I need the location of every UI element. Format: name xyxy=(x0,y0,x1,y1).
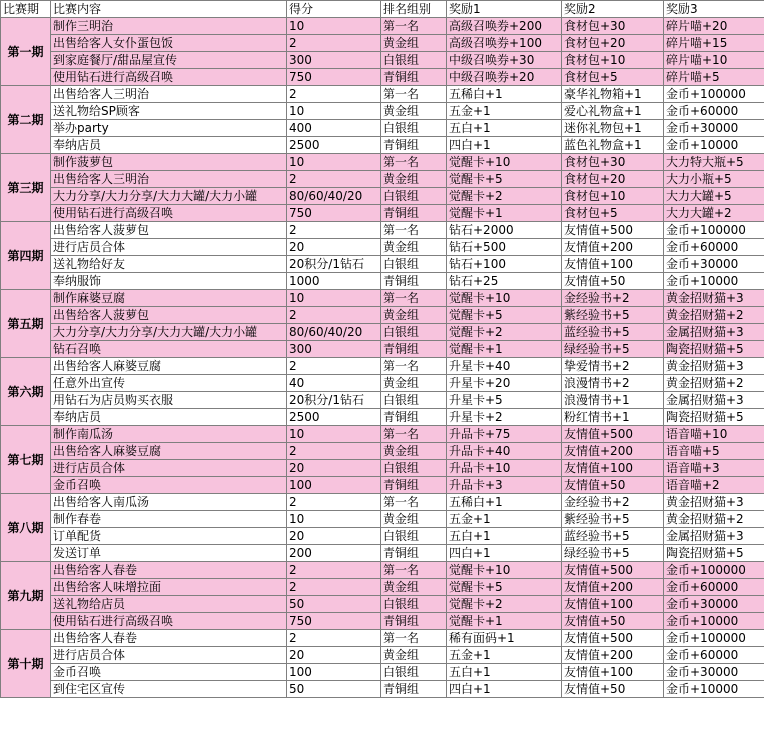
cell-score: 20积分/1钻石 xyxy=(287,392,381,409)
cell-reward-3: 大力大罐+2 xyxy=(664,205,764,222)
table-row xyxy=(1,409,764,426)
cell-reward-3: 金币+60000 xyxy=(664,647,764,664)
cell-reward-3: 金币+60000 xyxy=(664,579,764,596)
cell-content: 制作菠萝包 xyxy=(51,154,287,171)
cell-content: 制作麻婆豆腐 xyxy=(51,290,287,307)
cell-content: 使用钻石进行高级召唤 xyxy=(51,613,287,630)
cell-rank-group: 白银组 xyxy=(381,52,447,69)
table-row xyxy=(1,426,764,443)
cell-score: 1000 xyxy=(287,273,381,290)
cell-reward-1: 稀有面码+1 xyxy=(447,630,562,647)
cell-score: 50 xyxy=(287,681,381,698)
cell-reward-1: 五金+1 xyxy=(447,647,562,664)
cell-content: 用钻石为店员购买衣服 xyxy=(51,392,287,409)
cell-score: 2500 xyxy=(287,137,381,154)
cell-reward-2: 绿经验书+5 xyxy=(562,545,664,562)
cell-rank-group: 白银组 xyxy=(381,596,447,613)
cell-rank-group: 黄金组 xyxy=(381,103,447,120)
cell-content: 发送订单 xyxy=(51,545,287,562)
table-row xyxy=(1,120,764,137)
period-label: 第一期 xyxy=(1,18,51,86)
cell-rank-group: 黄金组 xyxy=(381,579,447,596)
cell-reward-3: 碎片喵+20 xyxy=(664,18,764,35)
header-content: 比赛内容 xyxy=(51,1,287,18)
cell-reward-1: 高级召唤券+200 xyxy=(447,18,562,35)
cell-reward-3: 黄金招财猫+3 xyxy=(664,290,764,307)
table-row xyxy=(1,528,764,545)
cell-reward-2: 粉红情书+1 xyxy=(562,409,664,426)
cell-score: 2 xyxy=(287,494,381,511)
cell-reward-3: 金币+60000 xyxy=(664,239,764,256)
cell-reward-3: 金币+10000 xyxy=(664,137,764,154)
cell-reward-2: 金经验书+2 xyxy=(562,290,664,307)
cell-content: 出售给客人麻婆豆腐 xyxy=(51,358,287,375)
cell-reward-2: 友情值+100 xyxy=(562,256,664,273)
table-row xyxy=(1,579,764,596)
table-row xyxy=(1,273,764,290)
cell-score: 2 xyxy=(287,307,381,324)
cell-score: 2 xyxy=(287,579,381,596)
cell-reward-1: 觉醒卡+5 xyxy=(447,171,562,188)
cell-reward-2: 友情值+100 xyxy=(562,460,664,477)
cell-content: 出售给客人菠萝包 xyxy=(51,307,287,324)
cell-reward-1: 觉醒卡+1 xyxy=(447,341,562,358)
cell-content: 到家庭餐厅/甜品屋宣传 xyxy=(51,52,287,69)
cell-reward-2: 浪漫情书+2 xyxy=(562,375,664,392)
cell-content: 到住宅区宣传 xyxy=(51,681,287,698)
cell-reward-1: 四白+1 xyxy=(447,137,562,154)
cell-reward-1: 觉醒卡+10 xyxy=(447,154,562,171)
cell-reward-3: 碎片喵+15 xyxy=(664,35,764,52)
cell-content: 金币召唤 xyxy=(51,477,287,494)
period-label: 第八期 xyxy=(1,494,51,562)
cell-content: 制作南瓜汤 xyxy=(51,426,287,443)
cell-rank-group: 白银组 xyxy=(381,392,447,409)
cell-rank-group: 青铜组 xyxy=(381,613,447,630)
cell-content: 使用钻石进行高级召唤 xyxy=(51,69,287,86)
table-row xyxy=(1,596,764,613)
cell-reward-1: 升品卡+3 xyxy=(447,477,562,494)
cell-reward-3: 陶瓷招财猫+5 xyxy=(664,545,764,562)
cell-score: 20积分/1钻石 xyxy=(287,256,381,273)
cell-score: 10 xyxy=(287,426,381,443)
cell-rank-group: 青铜组 xyxy=(381,681,447,698)
cell-score: 50 xyxy=(287,596,381,613)
table-row xyxy=(1,256,764,273)
cell-reward-1: 钻石+25 xyxy=(447,273,562,290)
cell-reward-3: 语音喵+2 xyxy=(664,477,764,494)
cell-reward-1: 钻石+500 xyxy=(447,239,562,256)
cell-rank-group: 黄金组 xyxy=(381,35,447,52)
cell-score: 10 xyxy=(287,290,381,307)
cell-reward-2: 食材包+30 xyxy=(562,154,664,171)
table-row xyxy=(1,341,764,358)
cell-reward-2: 友情值+500 xyxy=(562,426,664,443)
cell-reward-2: 豪华礼物箱+1 xyxy=(562,86,664,103)
header-reward-1: 奖励1 xyxy=(447,1,562,18)
table-row xyxy=(1,103,764,120)
cell-content: 奉纳服饰 xyxy=(51,273,287,290)
table-row xyxy=(1,222,764,239)
cell-reward-3: 语音喵+5 xyxy=(664,443,764,460)
cell-rank-group: 青铜组 xyxy=(381,205,447,222)
cell-reward-1: 四白+1 xyxy=(447,681,562,698)
cell-reward-2: 友情值+200 xyxy=(562,239,664,256)
cell-reward-1: 觉醒卡+1 xyxy=(447,205,562,222)
cell-rank-group: 青铜组 xyxy=(381,341,447,358)
cell-rank-group: 白银组 xyxy=(381,664,447,681)
cell-rank-group: 白银组 xyxy=(381,528,447,545)
cell-reward-2: 友情值+50 xyxy=(562,273,664,290)
cell-score: 2 xyxy=(287,222,381,239)
cell-reward-2: 紫经验书+5 xyxy=(562,307,664,324)
cell-rank-group: 第一名 xyxy=(381,18,447,35)
table-row xyxy=(1,18,764,35)
cell-reward-1: 高级召唤券+100 xyxy=(447,35,562,52)
cell-reward-1: 升品卡+75 xyxy=(447,426,562,443)
header-reward-2: 奖励2 xyxy=(562,1,664,18)
cell-score: 2500 xyxy=(287,409,381,426)
cell-content: 送礼物给SP顾客 xyxy=(51,103,287,120)
cell-score: 100 xyxy=(287,664,381,681)
cell-reward-3: 金币+30000 xyxy=(664,120,764,137)
cell-rank-group: 白银组 xyxy=(381,120,447,137)
cell-reward-2: 紫经验书+5 xyxy=(562,511,664,528)
cell-reward-3: 金币+30000 xyxy=(664,596,764,613)
cell-reward-1: 五白+1 xyxy=(447,664,562,681)
period-label: 第二期 xyxy=(1,86,51,154)
cell-content: 钻石召唤 xyxy=(51,341,287,358)
cell-score: 10 xyxy=(287,18,381,35)
cell-reward-3: 金币+100000 xyxy=(664,562,764,579)
cell-reward-3: 语音喵+3 xyxy=(664,460,764,477)
cell-content: 出售给客人三明治 xyxy=(51,86,287,103)
cell-reward-1: 钻石+2000 xyxy=(447,222,562,239)
cell-score: 2 xyxy=(287,35,381,52)
cell-content: 大力分享/大力分享/大力大罐/大力小罐 xyxy=(51,188,287,205)
header-period: 比赛期 xyxy=(1,1,51,18)
table-row xyxy=(1,460,764,477)
cell-reward-1: 觉醒卡+2 xyxy=(447,188,562,205)
cell-rank-group: 白银组 xyxy=(381,188,447,205)
cell-score: 20 xyxy=(287,647,381,664)
cell-reward-2: 友情值+200 xyxy=(562,579,664,596)
cell-rank-group: 黄金组 xyxy=(381,375,447,392)
cell-content: 送礼物给好友 xyxy=(51,256,287,273)
period-label: 第七期 xyxy=(1,426,51,494)
cell-reward-3: 黄金招财猫+2 xyxy=(664,511,764,528)
cell-score: 2 xyxy=(287,358,381,375)
cell-rank-group: 第一名 xyxy=(381,290,447,307)
cell-score: 20 xyxy=(287,528,381,545)
cell-reward-3: 大力特大瓶+5 xyxy=(664,154,764,171)
period-label: 第九期 xyxy=(1,562,51,630)
cell-reward-3: 金属招财猫+3 xyxy=(664,528,764,545)
cell-score: 2 xyxy=(287,171,381,188)
cell-rank-group: 青铜组 xyxy=(381,545,447,562)
cell-reward-2: 友情值+500 xyxy=(562,222,664,239)
cell-reward-1: 升星卡+5 xyxy=(447,392,562,409)
cell-reward-1: 五稀白+1 xyxy=(447,86,562,103)
table-row xyxy=(1,324,764,341)
cell-reward-2: 友情值+50 xyxy=(562,477,664,494)
cell-rank-group: 第一名 xyxy=(381,222,447,239)
cell-content: 出售给客人味增拉面 xyxy=(51,579,287,596)
cell-content: 制作三明治 xyxy=(51,18,287,35)
table-row xyxy=(1,239,764,256)
cell-reward-3: 金币+30000 xyxy=(664,664,764,681)
cell-reward-2: 蓝色礼物盒+1 xyxy=(562,137,664,154)
cell-reward-3: 金币+100000 xyxy=(664,222,764,239)
cell-rank-group: 青铜组 xyxy=(381,137,447,154)
cell-reward-2: 友情值+100 xyxy=(562,596,664,613)
cell-reward-3: 黄金招财猫+2 xyxy=(664,375,764,392)
cell-reward-2: 友情值+100 xyxy=(562,664,664,681)
cell-rank-group: 青铜组 xyxy=(381,477,447,494)
cell-reward-2: 友情值+50 xyxy=(562,681,664,698)
cell-content: 举办party xyxy=(51,120,287,137)
cell-reward-1: 觉醒卡+2 xyxy=(447,596,562,613)
cell-reward-1: 升星卡+2 xyxy=(447,409,562,426)
cell-reward-2: 友情值+50 xyxy=(562,613,664,630)
cell-content: 使用钻石进行高级召唤 xyxy=(51,205,287,222)
cell-reward-1: 觉醒卡+1 xyxy=(447,613,562,630)
cell-content: 奉纳店员 xyxy=(51,409,287,426)
cell-content: 出售给客人三明治 xyxy=(51,171,287,188)
cell-content: 进行店员合体 xyxy=(51,647,287,664)
cell-reward-2: 友情值+200 xyxy=(562,443,664,460)
cell-reward-1: 五白+1 xyxy=(447,528,562,545)
cell-reward-1: 觉醒卡+5 xyxy=(447,579,562,596)
cell-reward-3: 语音喵+10 xyxy=(664,426,764,443)
cell-content: 出售给客人麻婆豆腐 xyxy=(51,443,287,460)
cell-reward-2: 蓝经验书+5 xyxy=(562,324,664,341)
cell-reward-1: 升品卡+10 xyxy=(447,460,562,477)
cell-rank-group: 青铜组 xyxy=(381,273,447,290)
cell-content: 出售给客人女仆蛋包饭 xyxy=(51,35,287,52)
cell-score: 10 xyxy=(287,103,381,120)
table-row xyxy=(1,290,764,307)
table-row xyxy=(1,630,764,647)
cell-reward-2: 挚爱情书+2 xyxy=(562,358,664,375)
cell-reward-2: 友情值+200 xyxy=(562,647,664,664)
cell-reward-3: 陶瓷招财猫+5 xyxy=(664,409,764,426)
cell-reward-3: 碎片喵+10 xyxy=(664,52,764,69)
cell-reward-2: 金经验书+2 xyxy=(562,494,664,511)
cell-rank-group: 白银组 xyxy=(381,256,447,273)
cell-reward-3: 金属招财猫+3 xyxy=(664,392,764,409)
cell-score: 100 xyxy=(287,477,381,494)
period-label: 第五期 xyxy=(1,290,51,358)
cell-score: 10 xyxy=(287,154,381,171)
cell-rank-group: 第一名 xyxy=(381,358,447,375)
cell-score: 300 xyxy=(287,52,381,69)
cell-score: 750 xyxy=(287,205,381,222)
cell-reward-2: 爱心礼物盒+1 xyxy=(562,103,664,120)
cell-score: 2 xyxy=(287,630,381,647)
cell-content: 出售给客人春卷 xyxy=(51,562,287,579)
cell-score: 20 xyxy=(287,460,381,477)
table-row xyxy=(1,137,764,154)
header-rank-group: 排名组别 xyxy=(381,1,447,18)
cell-reward-3: 金币+10000 xyxy=(664,273,764,290)
table-row xyxy=(1,375,764,392)
cell-score: 2 xyxy=(287,443,381,460)
cell-reward-2: 友情值+500 xyxy=(562,562,664,579)
cell-reward-1: 五白+1 xyxy=(447,120,562,137)
table-row xyxy=(1,562,764,579)
table-row xyxy=(1,545,764,562)
cell-reward-1: 觉醒卡+10 xyxy=(447,290,562,307)
cell-reward-1: 觉醒卡+5 xyxy=(447,307,562,324)
cell-rank-group: 第一名 xyxy=(381,562,447,579)
cell-reward-2: 食材包+20 xyxy=(562,171,664,188)
cell-rank-group: 黄金组 xyxy=(381,307,447,324)
table-row xyxy=(1,613,764,630)
cell-reward-1: 升星卡+20 xyxy=(447,375,562,392)
cell-reward-3: 陶瓷招财猫+5 xyxy=(664,341,764,358)
cell-reward-1: 五稀白+1 xyxy=(447,494,562,511)
table-row xyxy=(1,443,764,460)
cell-score: 2 xyxy=(287,86,381,103)
table-row xyxy=(1,307,764,324)
cell-score: 200 xyxy=(287,545,381,562)
cell-reward-3: 黄金招财猫+3 xyxy=(664,358,764,375)
cell-reward-2: 食材包+5 xyxy=(562,69,664,86)
table-row xyxy=(1,188,764,205)
table-row xyxy=(1,511,764,528)
cell-reward-2: 食材包+5 xyxy=(562,205,664,222)
cell-score: 40 xyxy=(287,375,381,392)
cell-reward-2: 食材包+10 xyxy=(562,52,664,69)
cell-rank-group: 第一名 xyxy=(381,426,447,443)
cell-score: 400 xyxy=(287,120,381,137)
cell-content: 出售给客人菠萝包 xyxy=(51,222,287,239)
cell-rank-group: 第一名 xyxy=(381,86,447,103)
cell-content: 进行店员合体 xyxy=(51,239,287,256)
cell-reward-3: 金币+100000 xyxy=(664,86,764,103)
table-row xyxy=(1,358,764,375)
cell-reward-3: 金币+10000 xyxy=(664,681,764,698)
cell-reward-2: 浪漫情书+1 xyxy=(562,392,664,409)
cell-reward-1: 觉醒卡+2 xyxy=(447,324,562,341)
cell-content: 奉纳店员 xyxy=(51,137,287,154)
cell-content: 制作春卷 xyxy=(51,511,287,528)
period-label: 第四期 xyxy=(1,222,51,290)
cell-reward-1: 升品卡+40 xyxy=(447,443,562,460)
cell-reward-1: 钻石+100 xyxy=(447,256,562,273)
table-row xyxy=(1,35,764,52)
cell-score: 300 xyxy=(287,341,381,358)
header-score: 得分 xyxy=(287,1,381,18)
table-row xyxy=(1,647,764,664)
cell-rank-group: 白银组 xyxy=(381,324,447,341)
cell-reward-3: 金币+10000 xyxy=(664,613,764,630)
cell-reward-3: 黄金招财猫+2 xyxy=(664,307,764,324)
table-row xyxy=(1,205,764,222)
header-reward-3: 奖励3 xyxy=(664,1,764,18)
table-row xyxy=(1,494,764,511)
cell-score: 750 xyxy=(287,613,381,630)
cell-score: 2 xyxy=(287,562,381,579)
header-row xyxy=(1,1,764,18)
cell-rank-group: 黄金组 xyxy=(381,239,447,256)
cell-reward-3: 金属招财猫+3 xyxy=(664,324,764,341)
cell-content: 大力分享/大力分享/大力大罐/大力小罐 xyxy=(51,324,287,341)
cell-score: 20 xyxy=(287,239,381,256)
cell-reward-2: 食材包+10 xyxy=(562,188,664,205)
cell-reward-3: 大力大罐+5 xyxy=(664,188,764,205)
cell-content: 出售给客人南瓜汤 xyxy=(51,494,287,511)
period-label: 第三期 xyxy=(1,154,51,222)
cell-rank-group: 白银组 xyxy=(381,460,447,477)
cell-reward-3: 金币+100000 xyxy=(664,630,764,647)
cell-rank-group: 第一名 xyxy=(381,494,447,511)
cell-rank-group: 青铜组 xyxy=(381,69,447,86)
table-row xyxy=(1,477,764,494)
cell-content: 送礼物给店员 xyxy=(51,596,287,613)
table-row xyxy=(1,154,764,171)
cell-content: 金币召唤 xyxy=(51,664,287,681)
cell-rank-group: 黄金组 xyxy=(381,647,447,664)
table-body xyxy=(1,18,764,698)
cell-reward-1: 中级召唤券+30 xyxy=(447,52,562,69)
cell-rank-group: 青铜组 xyxy=(381,409,447,426)
cell-score: 750 xyxy=(287,69,381,86)
cell-reward-2: 迷你礼物包+1 xyxy=(562,120,664,137)
table-row xyxy=(1,392,764,409)
cell-content: 进行店员合体 xyxy=(51,460,287,477)
period-label: 第六期 xyxy=(1,358,51,426)
cell-reward-2: 蓝经验书+5 xyxy=(562,528,664,545)
cell-rank-group: 第一名 xyxy=(381,154,447,171)
cell-reward-1: 升星卡+40 xyxy=(447,358,562,375)
cell-content: 订单配货 xyxy=(51,528,287,545)
cell-reward-3: 黄金招财猫+3 xyxy=(664,494,764,511)
cell-reward-2: 食材包+30 xyxy=(562,18,664,35)
table-row xyxy=(1,86,764,103)
table-row xyxy=(1,664,764,681)
table-row xyxy=(1,52,764,69)
cell-reward-1: 五金+1 xyxy=(447,511,562,528)
cell-reward-3: 金币+60000 xyxy=(664,103,764,120)
cell-score: 80/60/40/20 xyxy=(287,188,381,205)
cell-reward-1: 四白+1 xyxy=(447,545,562,562)
period-label: 第十期 xyxy=(1,630,51,698)
cell-reward-3: 金币+30000 xyxy=(664,256,764,273)
cell-reward-1: 中级召唤券+20 xyxy=(447,69,562,86)
cell-content: 任意外出宣传 xyxy=(51,375,287,392)
cell-reward-1: 五金+1 xyxy=(447,103,562,120)
table-row xyxy=(1,171,764,188)
cell-reward-3: 碎片喵+5 xyxy=(664,69,764,86)
cell-content: 出售给客人春卷 xyxy=(51,630,287,647)
cell-reward-2: 食材包+20 xyxy=(562,35,664,52)
cell-score: 80/60/40/20 xyxy=(287,324,381,341)
cell-reward-2: 绿经验书+5 xyxy=(562,341,664,358)
cell-rank-group: 第一名 xyxy=(381,630,447,647)
table-row xyxy=(1,69,764,86)
cell-rank-group: 黄金组 xyxy=(381,443,447,460)
cell-rank-group: 黄金组 xyxy=(381,171,447,188)
cell-reward-1: 觉醒卡+10 xyxy=(447,562,562,579)
cell-reward-2: 友情值+500 xyxy=(562,630,664,647)
table-row xyxy=(1,681,764,698)
cell-reward-3: 大力小瓶+5 xyxy=(664,171,764,188)
cell-rank-group: 黄金组 xyxy=(381,511,447,528)
cell-score: 10 xyxy=(287,511,381,528)
